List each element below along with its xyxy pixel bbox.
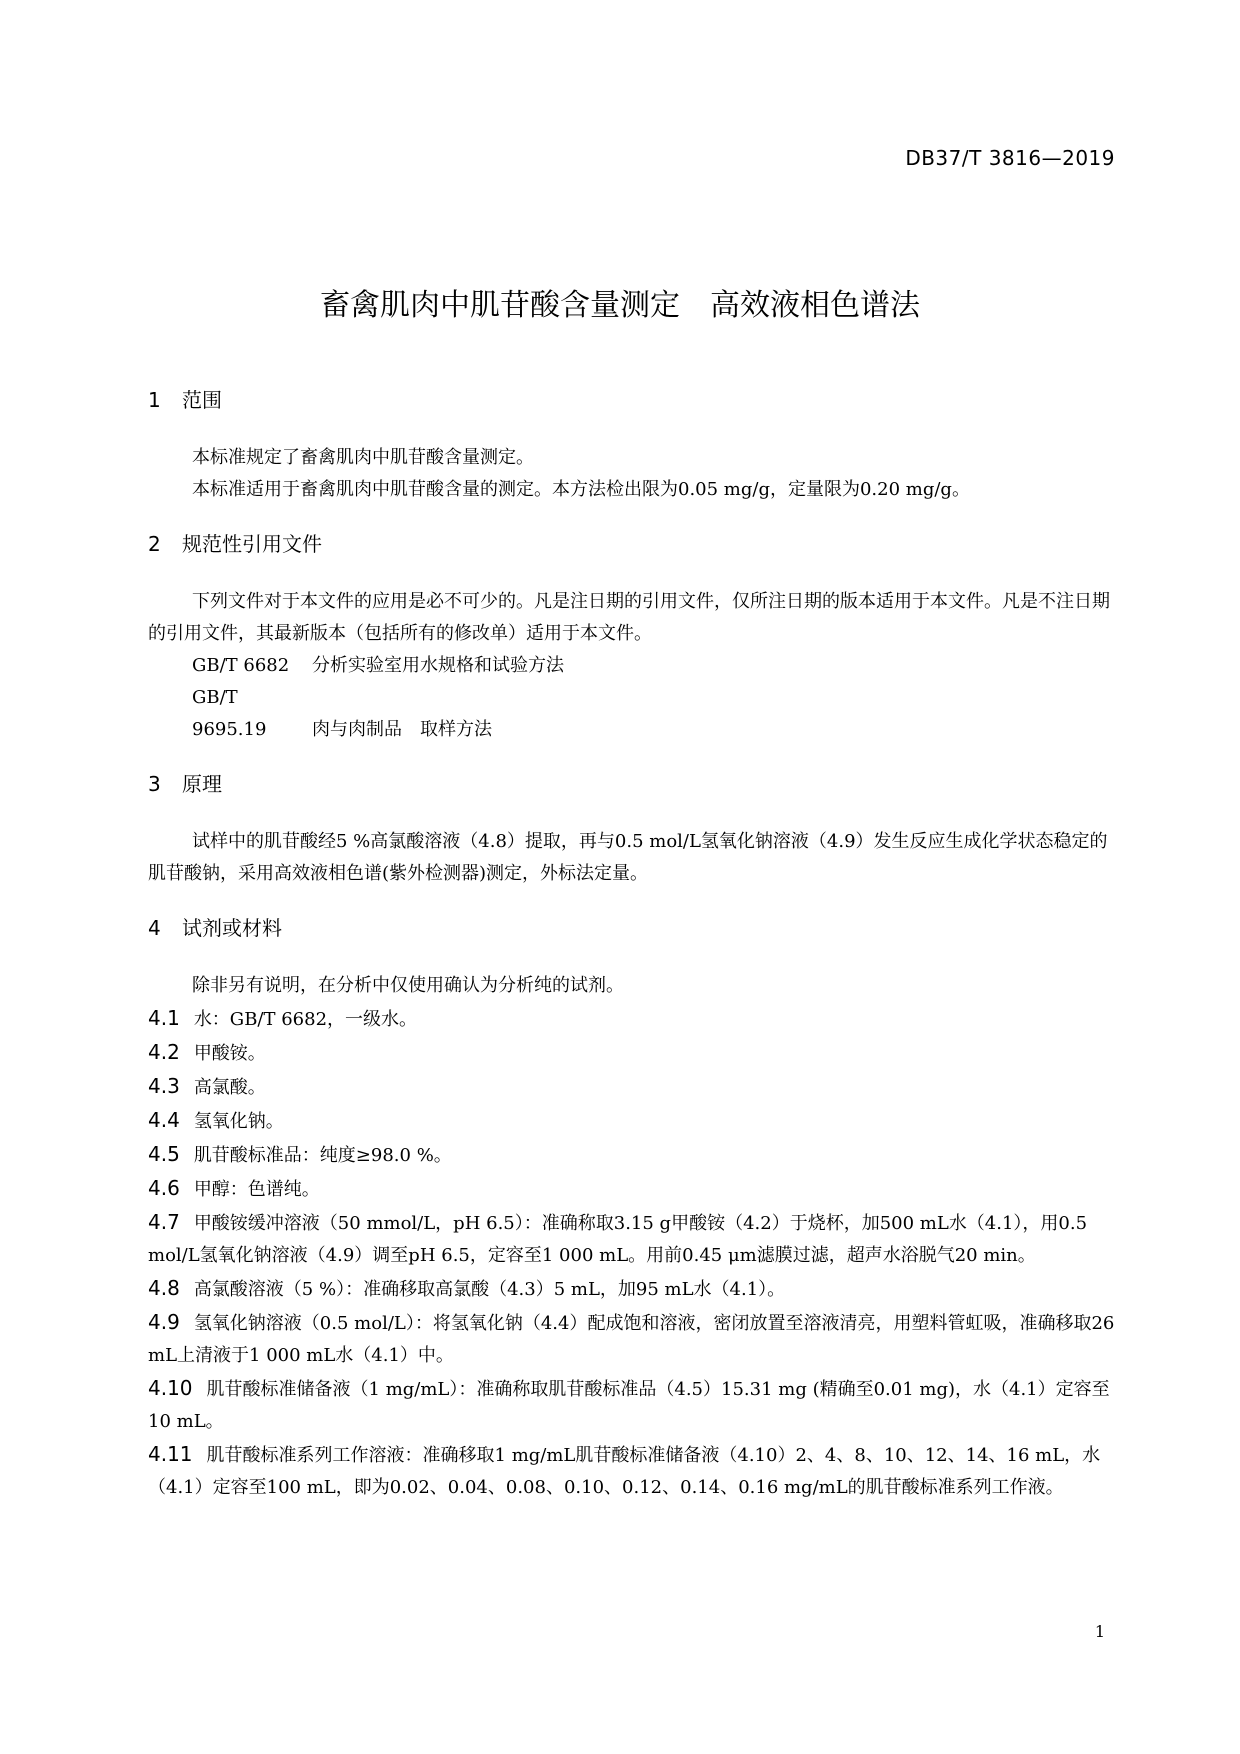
reagent-text: 高氯酸溶液（5 %）：准确移取高氯酸（4.3）5 mL，加95 mL水（4.1）。 bbox=[193, 1279, 786, 1300]
section-title: 原理 bbox=[182, 772, 222, 796]
reagent-text: 肌苷酸标准系列工作溶液：准确移取1 mg/mL肌苷酸标准储备液（4.10）2、4、8、10、12、14、16 mL，水（4.1）定容至100 mL，即为0.02、0.04、0.08、0.10、0.12、0.14、0.16 mg/mL的肌苷酸标准系列工作液。 bbox=[148, 1445, 1101, 1498]
reagent-item bbox=[148, 1272, 1123, 1306]
reference-code: GB/T 6682 bbox=[192, 655, 290, 676]
reference-title: 分析实验室用水规格和试验方法 bbox=[312, 655, 564, 676]
section-number: 4 bbox=[148, 916, 161, 940]
reagents-intro: 除非另有说明，在分析中仅使用确认为分析纯的试剂。 bbox=[192, 975, 624, 996]
document-body bbox=[148, 384, 1123, 1504]
reagent-item bbox=[148, 1206, 1123, 1272]
reagent-text: 高氯酸。 bbox=[193, 1077, 266, 1098]
section-heading-references bbox=[148, 528, 1123, 560]
reference-title: 肉与肉制品 取样方法 bbox=[312, 719, 492, 740]
reagent-number: 4.2 bbox=[148, 1040, 180, 1064]
reagent-number: 4.11 bbox=[148, 1442, 193, 1466]
reference-item bbox=[148, 682, 1123, 746]
reagent-number: 4.4 bbox=[148, 1108, 180, 1132]
reagent-item bbox=[148, 1372, 1123, 1438]
reagent-item bbox=[148, 1138, 1123, 1172]
reagent-item bbox=[148, 1036, 1123, 1070]
reagent-text: 氢氧化钠。 bbox=[193, 1111, 284, 1132]
section-heading-scope bbox=[148, 384, 1123, 416]
reagent-item bbox=[148, 1438, 1123, 1504]
reference-item bbox=[148, 650, 1123, 682]
reagent-number: 4.7 bbox=[148, 1210, 180, 1234]
reagent-text: 氢氧化钠溶液（0.5 mol/L）：将氢氧化钠（4.4）配成饱和溶液，密闭放置至溶液清亮，用塑料管虹吸，准确移取26 mL上清液于1 000 mL水（4.1）中。 bbox=[148, 1313, 1115, 1366]
scope-paragraph-1: 本标准规定了畜禽肌肉中肌苷酸含量测定。 bbox=[192, 447, 534, 468]
reagent-item bbox=[148, 1002, 1123, 1036]
scope-paragraph-2: 本标准适用于畜禽肌肉中肌苷酸含量的测定。本方法检出限为0.05 mg/g，定量限为0.20 mg/g。 bbox=[192, 479, 970, 500]
section-title: 范围 bbox=[182, 388, 222, 412]
section-title: 试剂或材料 bbox=[182, 916, 282, 940]
reagent-number: 4.10 bbox=[148, 1376, 193, 1400]
reagent-text: 肌苷酸标准品：纯度≥98.0 %。 bbox=[193, 1145, 452, 1166]
reagent-text: 甲醇：色谱纯。 bbox=[193, 1179, 320, 1200]
document-title bbox=[0, 280, 1240, 324]
reagent-number: 4.3 bbox=[148, 1074, 180, 1098]
reagent-number: 4.6 bbox=[148, 1176, 180, 1200]
reference-code: GB/T 9695.19 bbox=[192, 687, 267, 740]
reagent-item bbox=[148, 1070, 1123, 1104]
reagent-item bbox=[148, 1104, 1123, 1138]
title-method: 高效液相色谱法 bbox=[710, 288, 920, 323]
reagent-text: 肌苷酸标准储备液（1 mg/mL）：准确称取肌苷酸标准品（4.5）15.31 mg (精确至0.01 mg)，水（4.1）定容至10 mL。 bbox=[148, 1379, 1110, 1432]
standard-number: DB37/T 3816—2019 bbox=[905, 146, 1115, 170]
reagent-text: 水：GB/T 6682，一级水。 bbox=[193, 1009, 418, 1030]
reagent-text: 甲酸铵缓冲溶液（50 mmol/L，pH 6.5）：准确称取3.15 g甲酸铵（4.2）于烧杯，加500 mL水（4.1），用0.5 mol/L氢氧化钠溶液（4.9）调至pH 6.5，定容至1 000 mL。用前0.45 μm滤膜过滤，超声水浴脱气20 min。 bbox=[148, 1213, 1088, 1266]
section-number: 1 bbox=[148, 388, 161, 412]
reagent-text: 甲酸铵。 bbox=[193, 1043, 266, 1064]
principle-paragraph: 试样中的肌苷酸经5 %高氯酸溶液（4.8）提取，再与0.5 mol/L氢氧化钠溶液（4.9）发生反应生成化学状态稳定的肌苷酸钠，采用高效液相色谱(紫外检测器)测定，外标法定量。 bbox=[148, 831, 1108, 884]
reagent-item bbox=[148, 1172, 1123, 1206]
references-intro: 下列文件对于本文件的应用是必不可少的。凡是注日期的引用文件，仅所注日期的版本适用于本文件。凡是不注日期的引用文件，其最新版本（包括所有的修改单）适用于本文件。 bbox=[148, 591, 1110, 644]
reagent-number: 4.9 bbox=[148, 1310, 180, 1334]
reagent-number: 4.5 bbox=[148, 1142, 180, 1166]
section-number: 2 bbox=[148, 532, 161, 556]
reagent-item bbox=[148, 1306, 1123, 1372]
reagent-number: 4.8 bbox=[148, 1276, 180, 1300]
page-number: 1 bbox=[1094, 1622, 1105, 1641]
section-heading-reagents bbox=[148, 912, 1123, 944]
section-heading-principle bbox=[148, 768, 1123, 800]
reagent-number: 4.1 bbox=[148, 1006, 180, 1030]
title-main: 畜禽肌肉中肌苷酸含量测定 bbox=[320, 288, 680, 323]
section-title: 规范性引用文件 bbox=[182, 532, 322, 556]
section-number: 3 bbox=[148, 772, 161, 796]
